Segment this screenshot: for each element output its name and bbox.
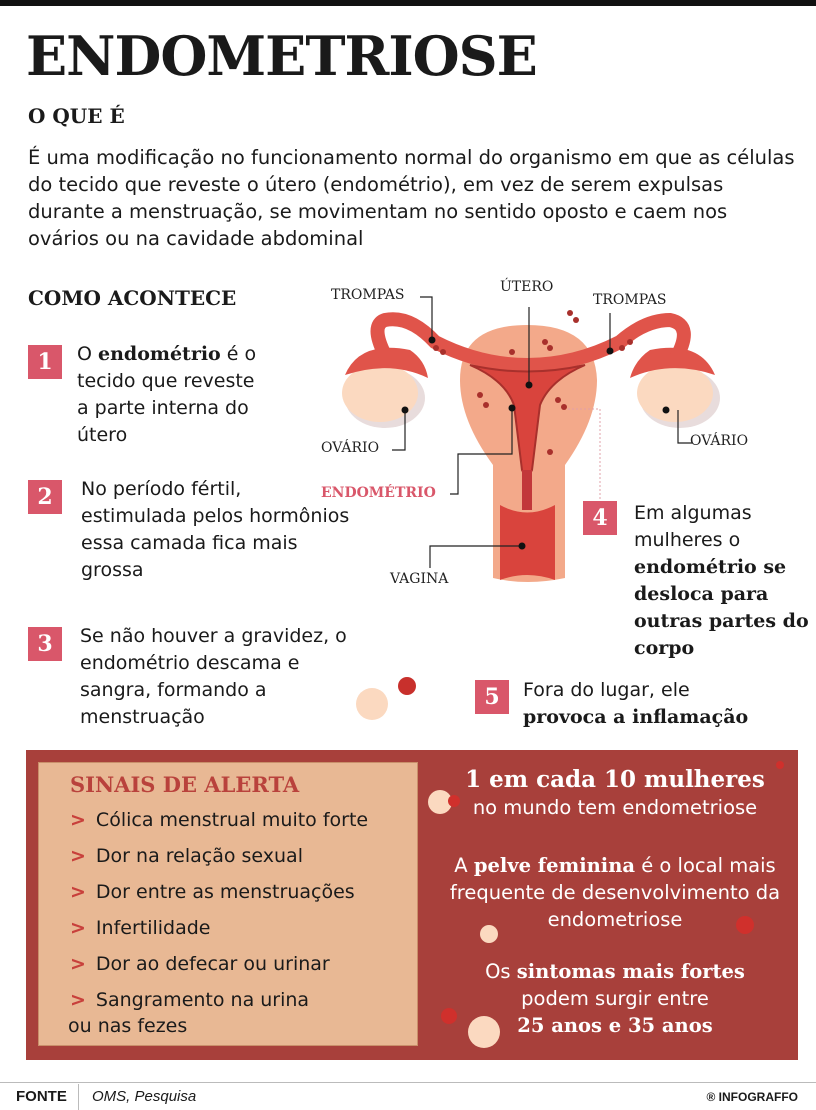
page-title: ENDOMETRIOSE <box>26 24 537 88</box>
cervical-canal <box>522 470 532 510</box>
step-3-text: Se não houver a gravidez, o endométrio descama e sangra, formando a menstruação <box>80 625 347 728</box>
step-2-text: No período fértil, estimulada pelos hormônios essa camada fica mais grossa <box>81 478 350 581</box>
vagina <box>500 505 555 580</box>
ovary-left <box>342 364 418 422</box>
alert-item: > Sangramento na urina <box>70 989 310 1011</box>
step-5-text: Fora do lugar, ele provoca a inflamação <box>523 679 749 728</box>
alert-item: > Dor entre as menstruações <box>70 881 355 903</box>
step-4-text: Em algumas mulheres o endométrio se desloca para outras partes do corpo <box>634 502 809 659</box>
step-1-number: 1 <box>28 345 62 379</box>
alert-item: > Infertilidade <box>70 917 211 939</box>
alert-item-continued: ou nas fezes <box>68 1015 188 1037</box>
alert-item: > Dor na relação sexual <box>70 845 303 867</box>
what-is-heading: O QUE É <box>28 104 125 128</box>
step-5-number: 5 <box>475 680 509 714</box>
label-trompas-right: TROMPAS <box>593 292 667 308</box>
source-label: FONTE <box>16 1088 67 1105</box>
label-ovario-right: OVÁRIO <box>690 433 749 449</box>
step-1-text: O endométrio é o tecido que reveste a parte interna do útero <box>77 343 257 446</box>
fact-3: Os sintomas mais fortes podem surgir entre 25 anos e 35 anos <box>485 960 745 1037</box>
footer-divider <box>0 1082 816 1083</box>
brand-logo: ® INFOGRAFFO <box>706 1090 798 1104</box>
label-vagina: VAGINA <box>390 571 449 587</box>
alert-title: SINAIS DE ALERTA <box>70 772 300 797</box>
source-text: OMS, Pesquisa <box>92 1088 197 1105</box>
decor-circle <box>398 677 416 695</box>
intro-text: É uma modificação no funcionamento normal do organismo em que as células do tecido que reveste o útero (endométrio), em vez de serem expulsas durante a menstruação, se movimentam no sentido oposto e caem nos ovários ou na cavidade abdominal <box>28 146 795 250</box>
fact-1: 1 em cada 10 mulheres no mundo tem endometriose <box>465 766 765 819</box>
alert-item: > Dor ao defecar ou urinar <box>70 953 330 975</box>
how-heading: COMO ACONTECE <box>28 286 237 310</box>
ovary-right <box>637 364 713 422</box>
label-trompas-left: TROMPAS <box>331 287 405 303</box>
alert-item: > Cólica menstrual muito forte <box>70 809 369 831</box>
fact-2: A pelve feminina é o local mais frequente de desenvolvimento da endometriose <box>449 854 781 931</box>
decor-circle <box>356 688 388 720</box>
label-ovario-left: OVÁRIO <box>321 440 380 456</box>
step-3-number: 3 <box>28 627 62 661</box>
step-4-number: 4 <box>583 501 617 535</box>
step-2-number: 2 <box>28 480 62 514</box>
footer-separator <box>78 1084 79 1110</box>
label-endometrio: ENDOMÉTRIO <box>321 485 436 501</box>
label-utero: ÚTERO <box>500 279 554 295</box>
top-bar <box>0 0 816 6</box>
